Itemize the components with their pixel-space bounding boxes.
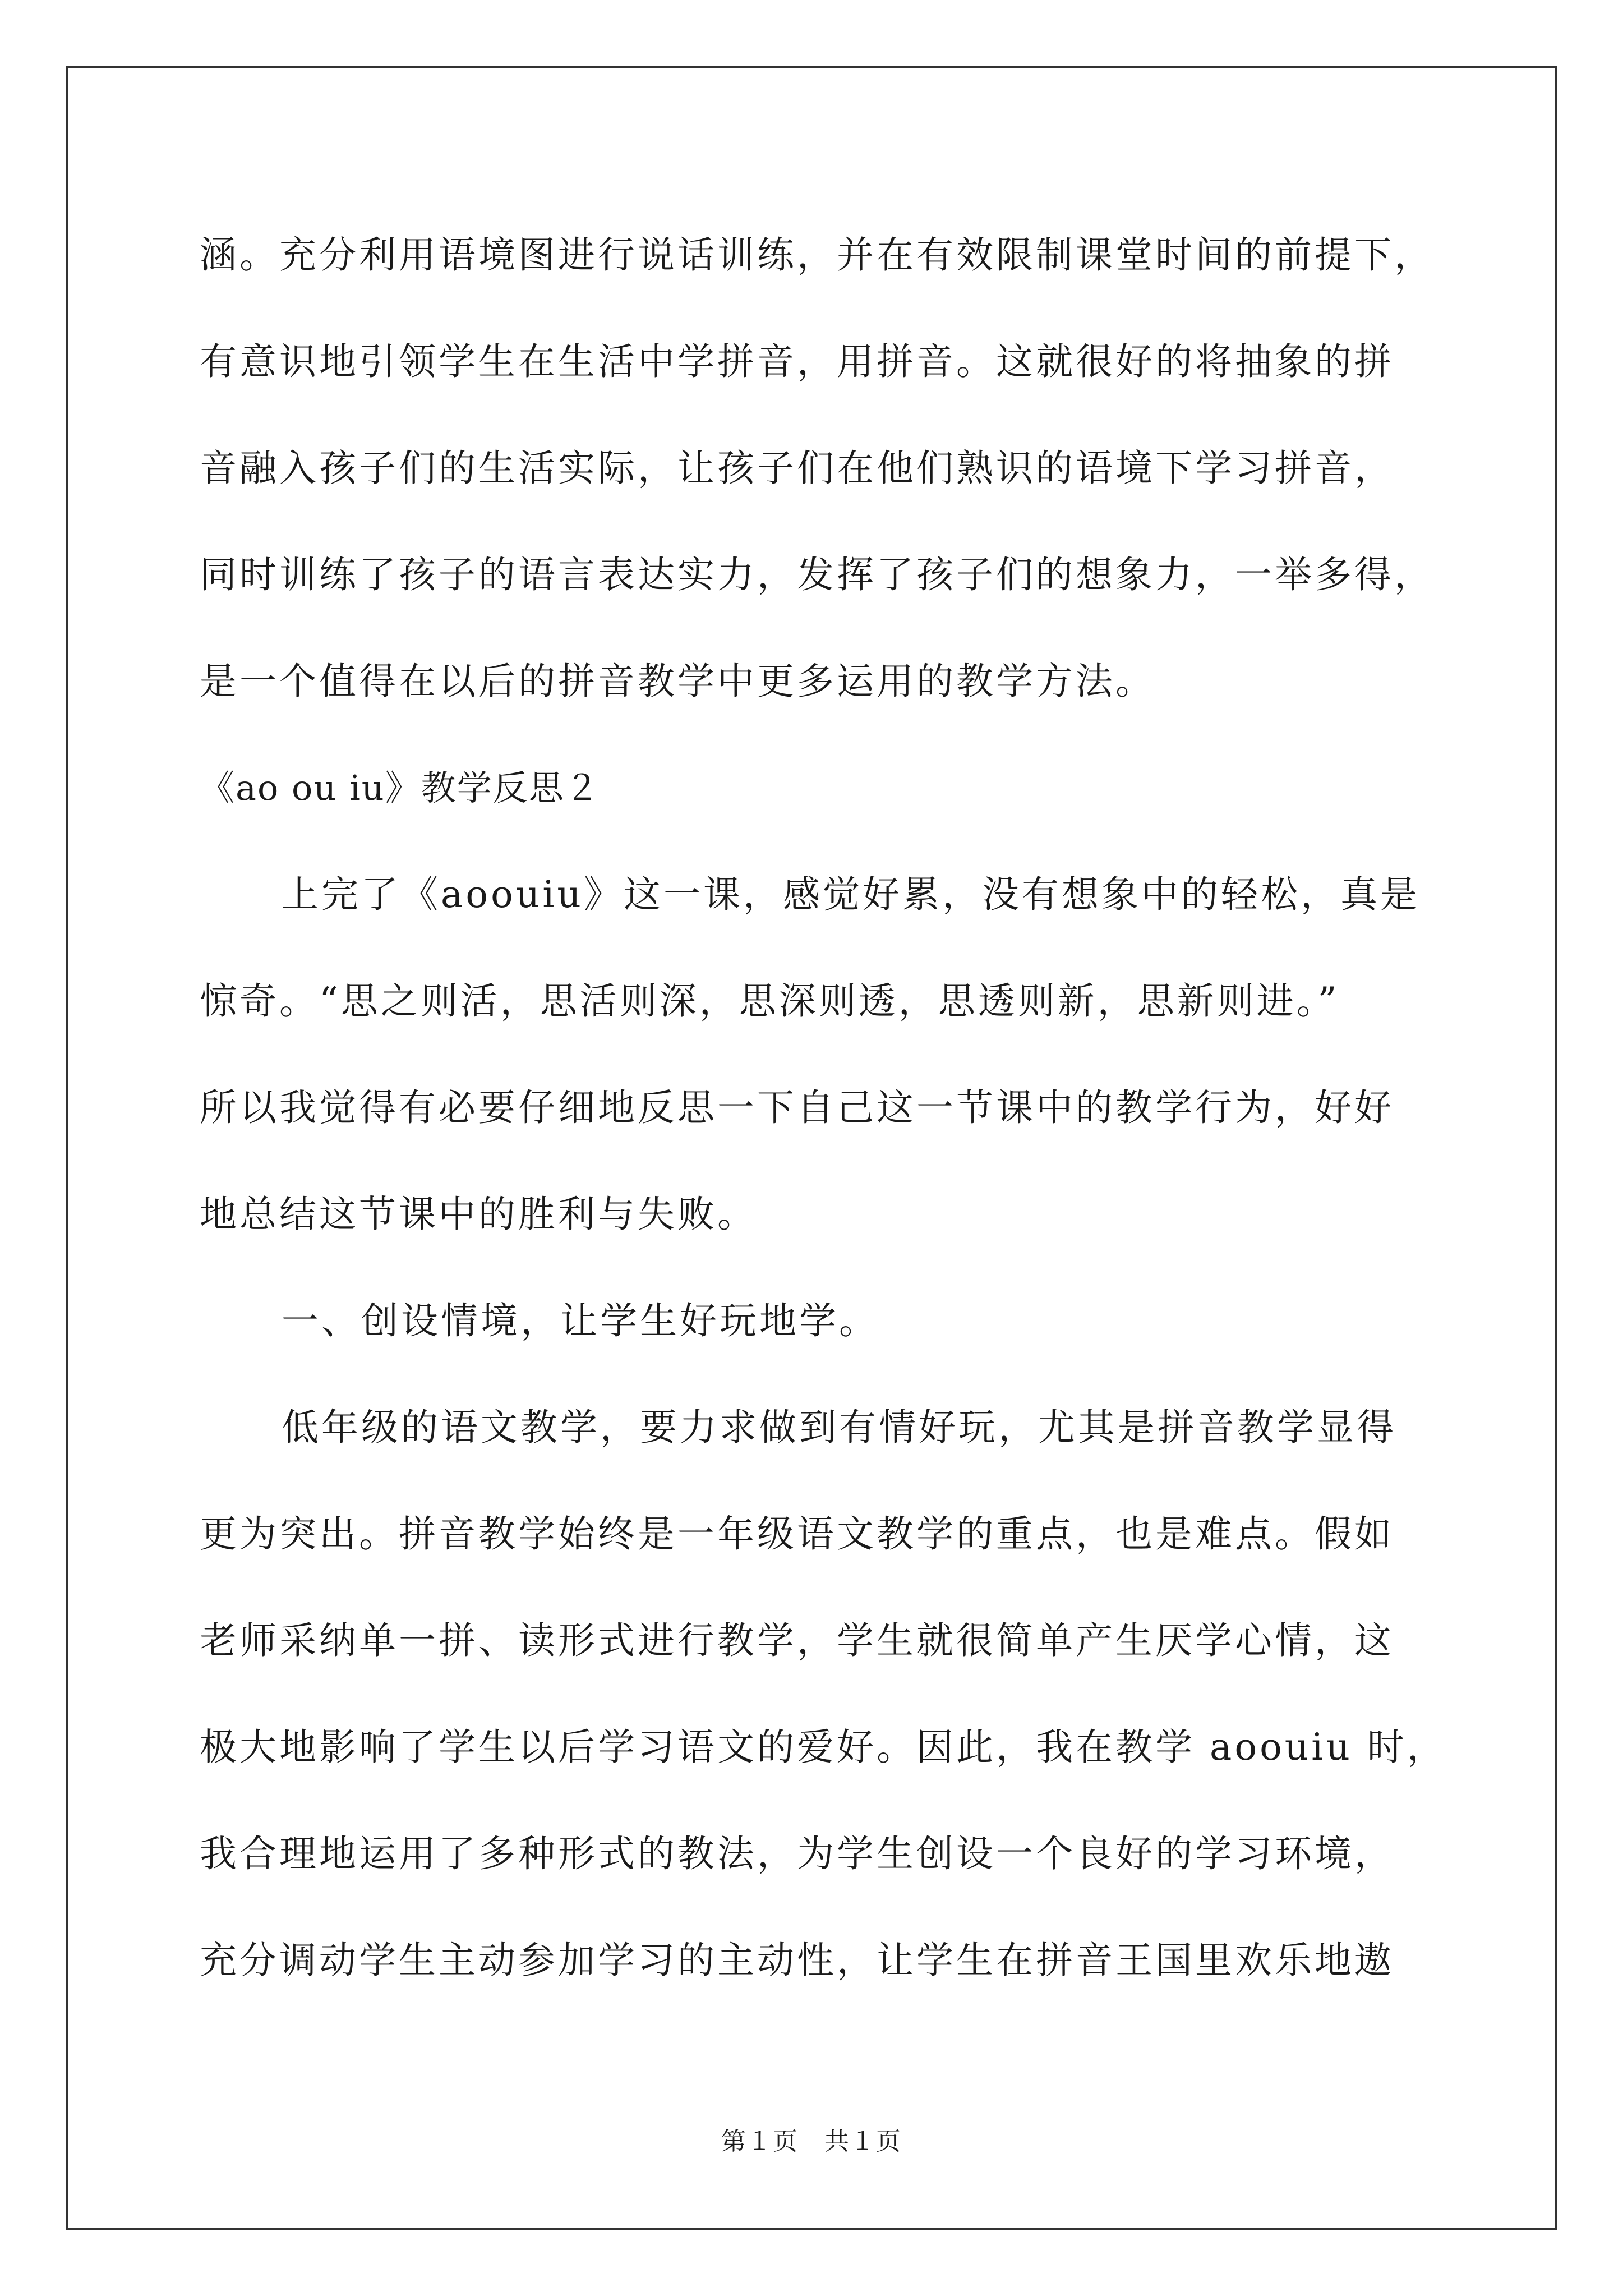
text-line: 音融入孩子们的生活实际，让孩子们在他们熟识的语境下学习拼音，	[200, 447, 1394, 490]
text-line: 所以我觉得有必要仔细地反思一下自己这一节课中的教学行为，好好	[200, 1086, 1394, 1129]
paragraph-first-line: 低年级的语文教学，要力求做到有情好玩，尤其是拼音教学显得	[282, 1406, 1396, 1449]
text-line: 充分调动学生主动参加学习的主动性，让学生在拼音王国里欢乐地遨	[200, 1939, 1394, 1982]
text-line: 涵。充分利用语境图进行说话训练，并在有效限制课堂时间的前提下，	[200, 233, 1434, 277]
text-line: 是一个值得在以后的拼音教学中更多运用的教学方法。	[200, 660, 1155, 703]
text-line: 同时训练了孩子的语言表达实力，发挥了孩子们的想象力，一举多得，	[200, 553, 1434, 596]
text-line: 极大地影响了学生以后学习语文的爱好。因此，我在教学 aoouiu 时，	[200, 1726, 1447, 1769]
document-body	[200, 202, 1445, 2014]
subheading-line: 一、创设情境，让学生好玩地学。	[282, 1299, 879, 1342]
text-line: 我合理地运用了多种形式的教法，为学生创设一个良好的学习环境，	[200, 1832, 1394, 1875]
text-line: 更为突出。拼音教学始终是一年级语文教学的重点，也是难点。假如	[200, 1512, 1394, 1556]
paragraph-first-line: 上完了《aoouiu》这一课，感觉好累，没有想象中的轻松，真是	[282, 873, 1420, 916]
page-footer	[0, 2125, 1623, 2159]
text-line: 有意识地引领学生在生活中学拼音，用拼音。这就很好的将抽象的拼	[200, 340, 1394, 383]
section-heading: 《ao ou iu》教学反思２	[200, 767, 601, 808]
text-line: 地总结这节课中的胜利与失败。	[200, 1193, 757, 1236]
text-line: 惊奇。“思之则活，思活则深，思深则透，思透则新，思新则进。”	[200, 979, 1340, 1023]
page-number-label: 第１页 共１页	[721, 2127, 902, 2156]
text-line: 老师采纳单一拼、读形式进行教学，学生就很简单产生厌学心情，这	[200, 1619, 1394, 1662]
